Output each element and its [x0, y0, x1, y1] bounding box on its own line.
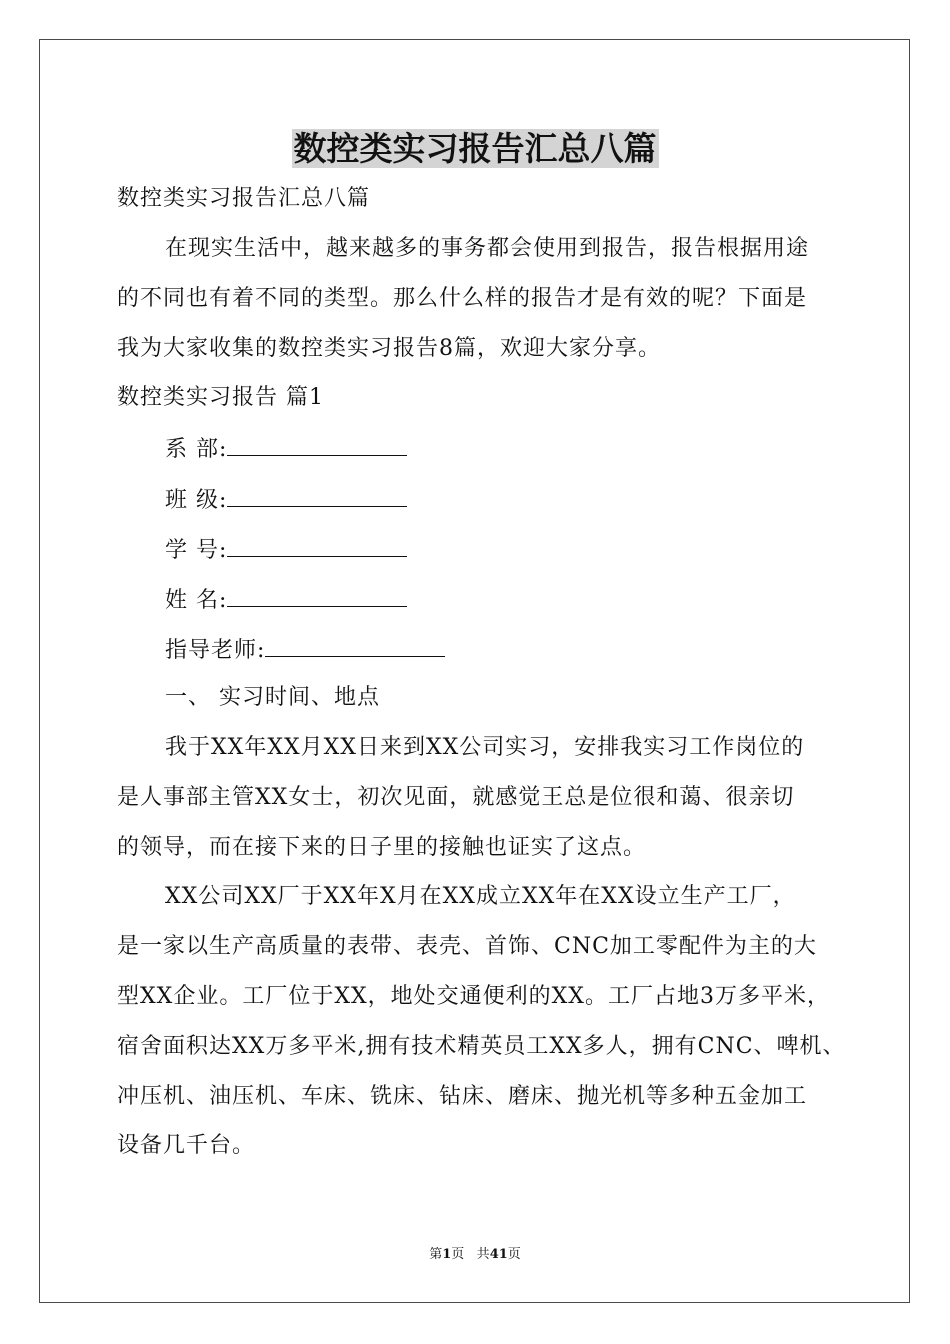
para2-line-1: XX公司XX厂于XX年X月在XX成立XX年在XX设立生产工厂， — [165, 884, 796, 909]
para1-line-1: 我于XX年XX月XX日来到XX公司实习，安排我实习工作岗位的 — [165, 735, 805, 760]
section-heading: 数控类实习报告 篇1 — [117, 385, 324, 410]
intro-line-3: 我为大家收集的数控类实习报告8篇，欢迎大家分享。 — [117, 336, 661, 361]
form-field-student-id — [165, 534, 407, 566]
total-prefix: 共 — [476, 1247, 490, 1262]
form-field-name — [165, 584, 407, 616]
subtitle: 数控类实习报告汇总八篇 — [117, 186, 371, 211]
form-field-advisor — [165, 634, 445, 666]
para2-line-2: 是一家以生产高质量的表带、表壳、首饰、CNC加工零配件为主的大 — [117, 934, 817, 959]
fill-in-blank — [227, 484, 407, 507]
page-suffix: 页 — [451, 1247, 465, 1262]
para1-line-2: 是人事部主管XX女士，初次见面，就感觉王总是位很和蔼、很亲切 — [117, 785, 795, 810]
form-field-class — [165, 484, 407, 516]
form-label: 指导老师: — [165, 638, 266, 663]
fill-in-blank — [227, 534, 407, 557]
intro-line-1: 在现实生活中，越来越多的事务都会使用到报告，报告根据用途 — [165, 236, 810, 261]
total-suffix: 页 — [507, 1247, 521, 1262]
page-footer — [0, 1246, 950, 1264]
page-number: 1 — [442, 1247, 452, 1262]
form-label: 系 部: — [165, 437, 228, 462]
form-field-department — [165, 433, 407, 465]
form-label: 班 级: — [165, 488, 228, 513]
page-border — [39, 39, 910, 1303]
intro-line-2: 的不同也有着不同的类型。那么什么样的报告才是有效的呢？下面是 — [117, 286, 808, 311]
fill-in-blank — [227, 584, 407, 607]
heading-time-place: 一、 实习时间、地点 — [165, 685, 380, 710]
title-text: 数控类实习报告汇总八篇 — [293, 129, 657, 168]
page-prefix: 第 — [429, 1247, 443, 1262]
form-label: 姓 名: — [165, 588, 228, 613]
para2-line-6: 设备几千台。 — [117, 1133, 256, 1158]
para2-line-3: 型XX企业。工厂位于XX，地处交通便利的XX。工厂占地3万多平米， — [117, 984, 830, 1009]
para1-line-3: 的领导，而在接下来的日子里的接触也证实了这点。 — [117, 835, 647, 860]
para2-line-5: 冲压机、油压机、车床、铣床、钻床、磨床、抛光机等多种五金加工 — [117, 1084, 808, 1109]
form-label: 学 号: — [165, 538, 228, 563]
para2-line-4: 宿舍面积达XX万多平米,拥有技术精英员工XX多人，拥有CNC、啤机、 — [117, 1034, 846, 1059]
document-title — [0, 126, 950, 172]
fill-in-blank — [265, 634, 445, 657]
fill-in-blank — [227, 433, 407, 456]
total-pages: 41 — [489, 1247, 508, 1262]
